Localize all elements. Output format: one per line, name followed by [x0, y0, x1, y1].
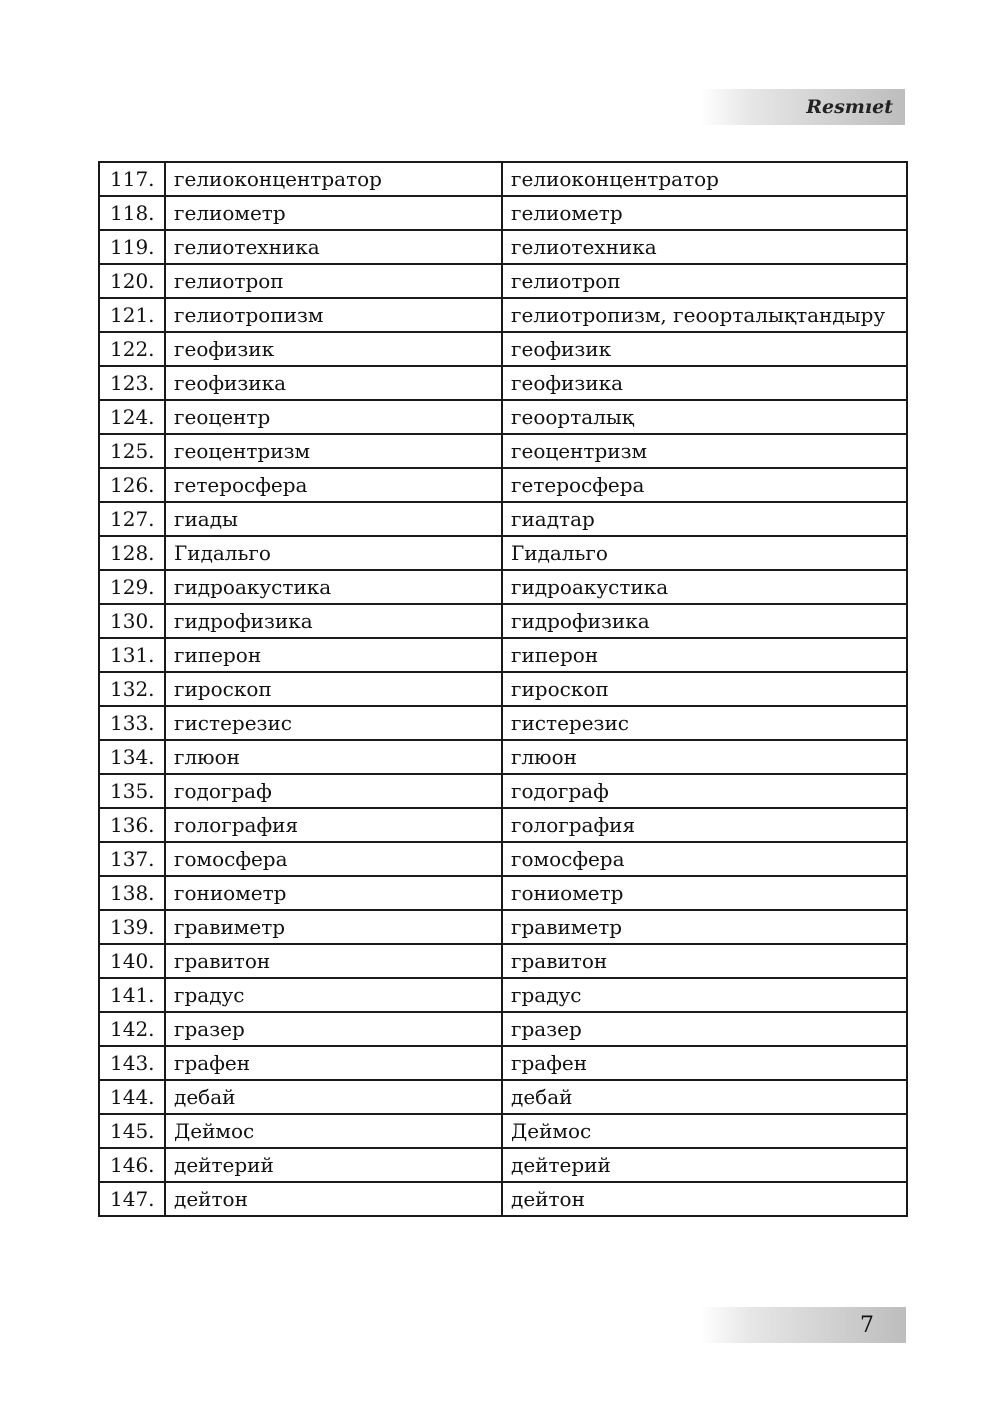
table-row	[99, 366, 907, 400]
row-number: 142.	[99, 1012, 165, 1046]
term-russian: дейтон	[165, 1182, 502, 1216]
row-number: 119.	[99, 230, 165, 264]
row-number: 120.	[99, 264, 165, 298]
term-russian: геофизика	[165, 366, 502, 400]
row-number: 135.	[99, 774, 165, 808]
row-number: 139.	[99, 910, 165, 944]
term-kazakh: гидроакустика	[502, 570, 907, 604]
term-russian: гразер	[165, 1012, 502, 1046]
term-kazakh: гетеросфера	[502, 468, 907, 502]
term-russian: голография	[165, 808, 502, 842]
term-kazakh: гравитон	[502, 944, 907, 978]
term-kazakh: гразер	[502, 1012, 907, 1046]
term-kazakh: геоорталық	[502, 400, 907, 434]
term-kazakh: годограф	[502, 774, 907, 808]
term-russian: гиады	[165, 502, 502, 536]
term-russian: Гидальго	[165, 536, 502, 570]
term-kazakh: гравиметр	[502, 910, 907, 944]
term-kazakh: дейтерий	[502, 1148, 907, 1182]
term-kazakh: гелиоконцентратор	[502, 162, 907, 196]
table-row	[99, 978, 907, 1012]
term-kazakh: Деймос	[502, 1114, 907, 1148]
row-number: 133.	[99, 706, 165, 740]
term-kazakh: гистерезис	[502, 706, 907, 740]
term-kazakh: Гидальго	[502, 536, 907, 570]
page-number: 7	[860, 1312, 874, 1338]
term-russian: гелиометр	[165, 196, 502, 230]
row-number: 124.	[99, 400, 165, 434]
term-kazakh: геофизик	[502, 332, 907, 366]
term-russian: гравиметр	[165, 910, 502, 944]
table-row	[99, 1114, 907, 1148]
table-row	[99, 604, 907, 638]
term-kazakh: гиперон	[502, 638, 907, 672]
row-number: 136.	[99, 808, 165, 842]
term-kazakh: геофизика	[502, 366, 907, 400]
term-russian: гелиотехника	[165, 230, 502, 264]
row-number: 127.	[99, 502, 165, 536]
row-number: 121.	[99, 298, 165, 332]
table-row	[99, 774, 907, 808]
term-russian: гидрофизика	[165, 604, 502, 638]
row-number: 117.	[99, 162, 165, 196]
table-row	[99, 502, 907, 536]
term-russian: геоцентр	[165, 400, 502, 434]
row-number: 144.	[99, 1080, 165, 1114]
term-russian: градус	[165, 978, 502, 1012]
row-number: 141.	[99, 978, 165, 1012]
term-russian: гидроакустика	[165, 570, 502, 604]
term-kazakh: гомосфера	[502, 842, 907, 876]
table-row	[99, 196, 907, 230]
row-number: 131.	[99, 638, 165, 672]
table-row	[99, 570, 907, 604]
table-row	[99, 434, 907, 468]
term-russian: гомосфера	[165, 842, 502, 876]
term-russian: графен	[165, 1046, 502, 1080]
term-kazakh: голография	[502, 808, 907, 842]
term-russian: гелиотропизм	[165, 298, 502, 332]
term-russian: гироскоп	[165, 672, 502, 706]
term-russian: годограф	[165, 774, 502, 808]
table-row	[99, 944, 907, 978]
term-russian: гелиоконцентратор	[165, 162, 502, 196]
table-row	[99, 706, 907, 740]
table-row	[99, 264, 907, 298]
row-number: 145.	[99, 1114, 165, 1148]
term-russian: гетеросфера	[165, 468, 502, 502]
row-number: 118.	[99, 196, 165, 230]
table-body	[99, 162, 907, 1216]
table-row	[99, 400, 907, 434]
term-kazakh: глюон	[502, 740, 907, 774]
table-row	[99, 468, 907, 502]
term-kazakh: гониометр	[502, 876, 907, 910]
row-number: 130.	[99, 604, 165, 638]
header-title: Resmıet	[806, 96, 893, 118]
row-number: 146.	[99, 1148, 165, 1182]
term-russian: гиперон	[165, 638, 502, 672]
running-header	[700, 89, 905, 125]
table-row	[99, 332, 907, 366]
table-row	[99, 1046, 907, 1080]
table-row	[99, 1012, 907, 1046]
table-row	[99, 638, 907, 672]
table-row	[99, 230, 907, 264]
terminology-table	[98, 161, 908, 1217]
row-number: 147.	[99, 1182, 165, 1216]
term-russian: глюон	[165, 740, 502, 774]
row-number: 126.	[99, 468, 165, 502]
table-row	[99, 672, 907, 706]
table-row	[99, 162, 907, 196]
table-row	[99, 1182, 907, 1216]
term-russian: гравитон	[165, 944, 502, 978]
table-row	[99, 740, 907, 774]
row-number: 122.	[99, 332, 165, 366]
term-russian: геоцентризм	[165, 434, 502, 468]
table-row	[99, 842, 907, 876]
term-russian: гониометр	[165, 876, 502, 910]
term-kazakh: гелиотроп	[502, 264, 907, 298]
row-number: 125.	[99, 434, 165, 468]
table-row	[99, 876, 907, 910]
term-kazakh: гелиотехника	[502, 230, 907, 264]
table-row	[99, 910, 907, 944]
term-kazakh: геоцентризм	[502, 434, 907, 468]
row-number: 123.	[99, 366, 165, 400]
row-number: 137.	[99, 842, 165, 876]
term-russian: дейтерий	[165, 1148, 502, 1182]
term-russian: Деймос	[165, 1114, 502, 1148]
term-russian: гелиотроп	[165, 264, 502, 298]
row-number: 134.	[99, 740, 165, 774]
term-kazakh: гиадтар	[502, 502, 907, 536]
term-russian: гистерезис	[165, 706, 502, 740]
term-kazakh: гидрофизика	[502, 604, 907, 638]
term-kazakh: гироскоп	[502, 672, 907, 706]
term-kazakh: графен	[502, 1046, 907, 1080]
term-russian: геофизик	[165, 332, 502, 366]
row-number: 138.	[99, 876, 165, 910]
table-row	[99, 536, 907, 570]
table-row	[99, 1148, 907, 1182]
table-row	[99, 808, 907, 842]
row-number: 128.	[99, 536, 165, 570]
table-row	[99, 298, 907, 332]
term-kazakh: дейтон	[502, 1182, 907, 1216]
term-kazakh: гелиотропизм, геоорталықтандыру	[502, 298, 907, 332]
term-kazakh: градус	[502, 978, 907, 1012]
row-number: 129.	[99, 570, 165, 604]
page-footer	[700, 1307, 906, 1343]
row-number: 143.	[99, 1046, 165, 1080]
term-russian: дебай	[165, 1080, 502, 1114]
row-number: 132.	[99, 672, 165, 706]
term-kazakh: гелиометр	[502, 196, 907, 230]
term-kazakh: дебай	[502, 1080, 907, 1114]
table-row	[99, 1080, 907, 1114]
row-number: 140.	[99, 944, 165, 978]
